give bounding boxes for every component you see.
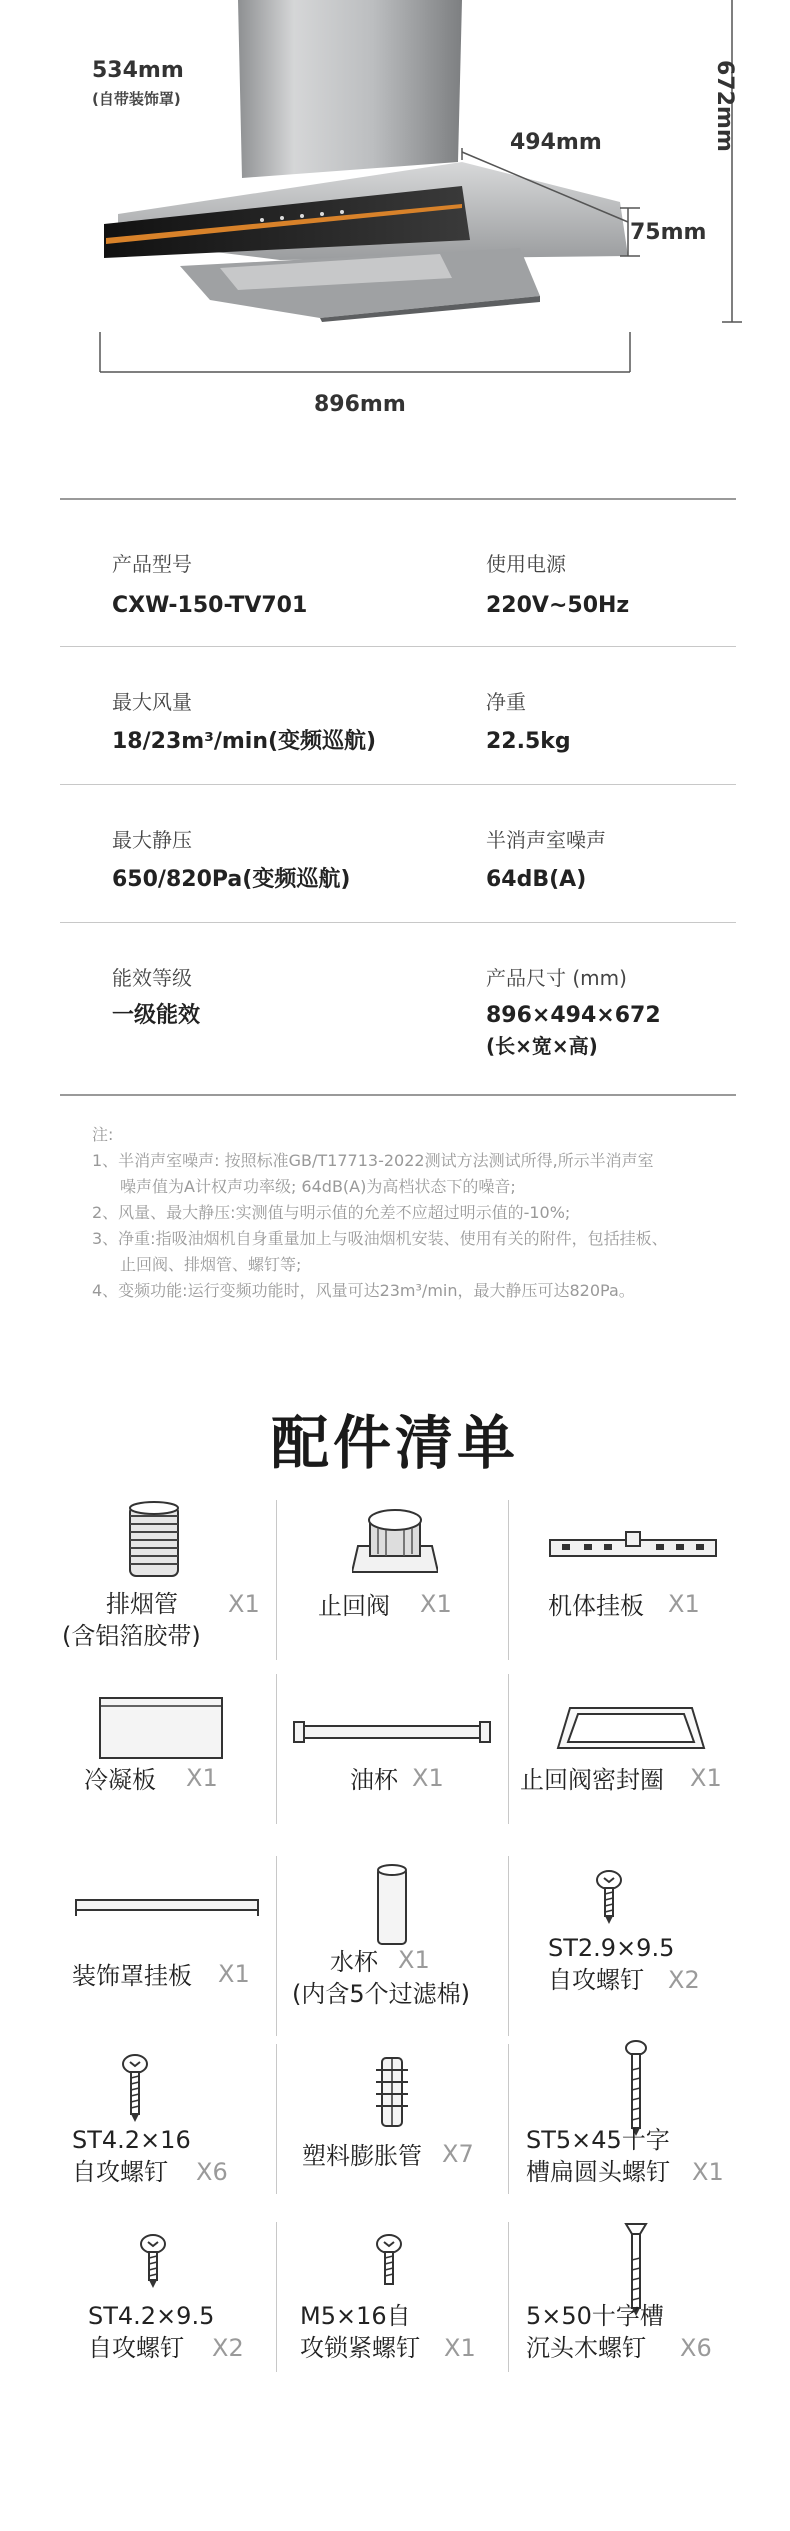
spec-row-divider xyxy=(60,922,736,923)
accessory-qty: X1 xyxy=(228,1590,260,1618)
accessory-name: ST4.2×16 xyxy=(72,2126,191,2154)
range-hood-diagram xyxy=(0,0,790,430)
spec-value-size-note: (长×宽×高) xyxy=(486,1034,598,1058)
accessories-title: 配件清单 xyxy=(270,1409,519,1477)
small-screw-icon xyxy=(138,2234,168,2290)
grid-separator xyxy=(508,2222,509,2372)
grid-separator xyxy=(508,2044,509,2194)
dim-depth: 494mm xyxy=(510,130,602,155)
accessory-name: 止回阀密封圈 xyxy=(520,1766,664,1794)
spec-label-weight: 净重 xyxy=(486,690,526,714)
accessory-qty: X2 xyxy=(212,2334,244,2362)
dim-top-width: 534mm xyxy=(92,58,184,83)
spec-top-divider xyxy=(60,498,736,500)
accessory-qty: X1 xyxy=(218,1960,250,1988)
accessory-name: 水杯 xyxy=(330,1948,378,1976)
accessory-qty: X1 xyxy=(412,1764,444,1792)
grid-separator xyxy=(508,1500,509,1660)
accessory-qty: X1 xyxy=(444,2334,476,2362)
screw-icon xyxy=(120,2054,150,2124)
accessory-name-line2: (含铝箔胶带) xyxy=(62,1622,201,1650)
water-cup-icon xyxy=(372,1862,412,1948)
accessory-name-line2: 自攻螺钉 xyxy=(72,2158,168,2186)
note-line: 噪声值为A计权声功率级; 64dB(A)为高档状态下的噪音; xyxy=(120,1177,516,1196)
notes xyxy=(92,1122,752,1304)
note-line: 2、风量、最大静压:实测值与明示值的允差不应超过明示值的-10%; xyxy=(92,1203,571,1222)
accessory-name: 排烟管 xyxy=(106,1590,178,1618)
spec-label-airflow: 最大风量 xyxy=(112,690,192,714)
grid-separator xyxy=(276,2222,277,2372)
spec-label-efficiency: 能效等级 xyxy=(112,966,192,990)
spec-row-divider xyxy=(60,784,736,785)
accessory-name-line2: 沉头木螺钉 xyxy=(526,2334,646,2362)
spec-label-power: 使用电源 xyxy=(486,552,566,576)
spec-value-weight: 22.5kg xyxy=(486,729,571,754)
dim-total-height: 672mm xyxy=(712,60,737,152)
accessory-name: 机体挂板 xyxy=(548,1592,644,1620)
accessory-qty: X1 xyxy=(692,2158,724,2186)
accessory-name-line2: 自攻螺钉 xyxy=(548,1966,644,1994)
note-line: 止回阀、排烟管、螺钉等; xyxy=(120,1255,302,1274)
accessory-name-line2: (内含5个过滤棉) xyxy=(292,1980,470,2008)
spec-value-size: 896×494×672 xyxy=(486,1003,661,1028)
accessory-qty: X6 xyxy=(196,2158,228,2186)
note-line: 1、半消声室噪声: 按照标准GB/T17713-2022测试方法测试所得,所示半消声室 xyxy=(92,1151,654,1170)
spec-label-noise: 半消声室噪声 xyxy=(486,828,606,852)
accessory-qty: X6 xyxy=(680,2334,712,2362)
accessory-qty: X1 xyxy=(398,1946,430,1974)
accessory-name: 塑料膨胀管 xyxy=(302,2142,422,2170)
spec-value-airflow: 18/23m³/min(变频巡航) xyxy=(112,729,377,754)
lock-screw-icon xyxy=(374,2234,404,2290)
spec-value-noise: 64dB(A) xyxy=(486,867,587,892)
note-line: 4、变频功能:运行变频功能时，风量可达23m³/min，最大静压可达820Pa。 xyxy=(92,1281,635,1300)
accessory-name: 5×50十字槽 xyxy=(526,2302,664,2330)
check-valve-icon xyxy=(352,1506,438,1574)
oil-cup-icon xyxy=(292,1720,492,1746)
accessory-qty: X7 xyxy=(442,2140,474,2168)
exhaust-pipe-icon xyxy=(126,1500,182,1580)
grid-separator xyxy=(276,1856,277,2036)
grid-separator xyxy=(508,1674,509,1824)
expansion-tube-icon xyxy=(372,2054,412,2130)
spec-bottom-divider xyxy=(60,1094,736,1096)
spec-value-model: CXW-150-TV701 xyxy=(112,593,308,618)
grid-separator xyxy=(276,2044,277,2194)
body-bracket-icon xyxy=(548,1530,718,1564)
accessory-name: ST2.9×9.5 xyxy=(548,1934,675,1962)
spec-row-divider xyxy=(60,646,736,647)
accessory-qty: X1 xyxy=(186,1764,218,1792)
spec-label-model: 产品型号 xyxy=(112,552,192,576)
accessory-qty: X1 xyxy=(690,1764,722,1792)
accessory-name: 冷凝板 xyxy=(84,1766,156,1794)
accessory-name: 油杯 xyxy=(350,1766,398,1794)
accessory-name: ST4.2×9.5 xyxy=(88,2302,215,2330)
accessory-name: 止回阀 xyxy=(318,1592,390,1620)
spec-label-size: 产品尺寸 (mm) xyxy=(486,966,627,990)
accessory-name: M5×16自 xyxy=(300,2302,411,2330)
spec-value-efficiency: 一级能效 xyxy=(112,1003,201,1028)
short-screw-icon xyxy=(594,1870,624,1926)
note-line: 3、净重:指吸油烟机自身重量加上与吸油烟机安装、使用有关的附件，包括挂板、 xyxy=(92,1229,668,1248)
seal-ring-icon xyxy=(556,1704,706,1752)
accessory-name-line2: 槽扁圆头螺钉 xyxy=(526,2158,670,2186)
accessory-name-line2: 自攻螺钉 xyxy=(88,2334,184,2362)
notes-heading: 注: xyxy=(92,1125,114,1144)
accessory-qty: X2 xyxy=(668,1966,700,1994)
cover-bracket-icon xyxy=(70,1896,264,1920)
spec-value-power: 220V~50Hz xyxy=(486,593,630,618)
condensing-plate-icon xyxy=(96,1694,226,1764)
spec-label-pressure: 最大静压 xyxy=(112,828,192,852)
grid-separator xyxy=(508,1856,509,2036)
grid-separator xyxy=(276,1674,277,1824)
accessory-name-line2: 攻锁紧螺钉 xyxy=(300,2334,420,2362)
dim-panel-height: 75mm xyxy=(630,220,707,245)
accessory-name: ST5×45十字 xyxy=(526,2126,670,2154)
dim-total-width: 896mm xyxy=(314,392,406,417)
accessory-qty: X1 xyxy=(668,1590,700,1618)
accessory-name: 装饰罩挂板 xyxy=(72,1962,192,1990)
spec-value-pressure: 650/820Pa(变频巡航) xyxy=(112,867,351,892)
accessory-qty: X1 xyxy=(420,1590,452,1618)
dim-top-width-note: (自带装饰罩) xyxy=(92,90,181,108)
grid-separator xyxy=(276,1500,277,1660)
